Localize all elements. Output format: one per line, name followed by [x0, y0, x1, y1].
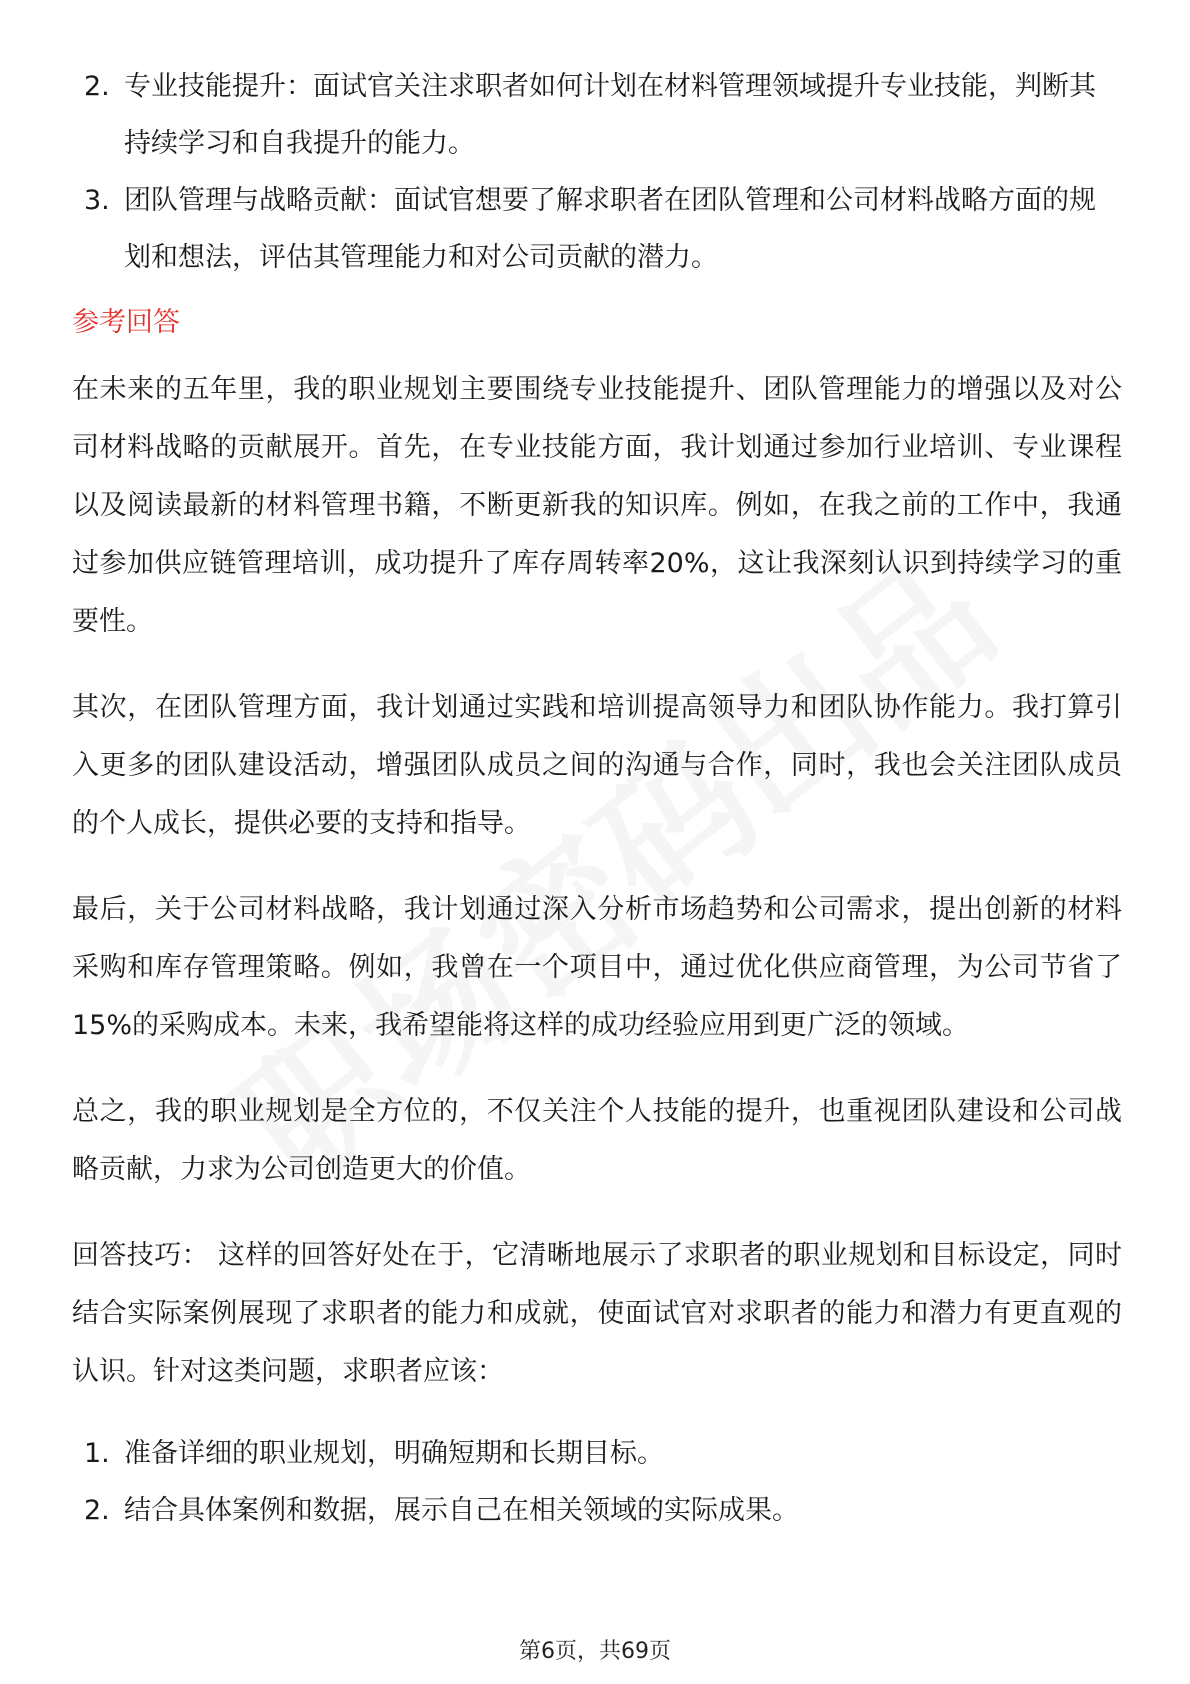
- list-number: 2.: [84, 1495, 110, 1526]
- tips-list: [72, 1425, 1122, 1539]
- tips-paragraph: 回答技巧： 这样的回答好处在于，它清晰地展示了求职者的职业规划和目标设定，同时结合实际案例展现了求职者的能力和成就，使面试官对求职者的能力和潜力有更直观的认识。针对这类问题，求职者应该：: [72, 1240, 1122, 1387]
- list-text: 专业技能提升：面试官关注求职者如何计划在材料管理领域提升专业技能，判断其持续学习和自我提升的能力。: [124, 71, 1096, 159]
- criteria-list: [72, 58, 1122, 286]
- list-text: 准备详细的职业规划，明确短期和长期目标。: [124, 1438, 664, 1469]
- answer-paragraph: 总之，我的职业规划是全方位的，不仅关注个人技能的提升，也重视团队建设和公司战略贡献，力求为公司创造更大的价值。: [72, 1096, 1122, 1185]
- page-content: [72, 58, 1122, 1539]
- list-item: [72, 58, 1122, 172]
- list-number: 1.: [84, 1438, 110, 1469]
- list-number: 2.: [84, 71, 110, 102]
- answer-paragraph: 最后，关于公司材料战略，我计划通过深入分析市场趋势和公司需求，提出创新的材料采购和库存管理策略。例如，我曾在一个项目中，通过优化供应商管理，为公司节省了15%的采购成本。未来，我希望能将这样的成功经验应用到更广泛的领域。: [72, 894, 1122, 1041]
- list-item: [72, 172, 1122, 286]
- answer-paragraph: 其次，在团队管理方面，我计划通过实践和培训提高领导力和团队协作能力。我打算引入更多的团队建设活动，增强团队成员之间的沟通与合作，同时，我也会关注团队成员的个人成长，提供必要的支持和指导。: [72, 692, 1122, 839]
- page-number: 第6页，共69页: [519, 1639, 671, 1664]
- section-heading: 参考回答: [72, 307, 180, 338]
- list-item: [72, 1482, 1122, 1539]
- list-text: 团队管理与战略贡献：面试官想要了解求职者在团队管理和公司材料战略方面的规划和想法，评估其管理能力和对公司贡献的潜力。: [124, 185, 1096, 273]
- list-number: 3.: [84, 185, 110, 216]
- list-item: [72, 1425, 1122, 1482]
- answer-paragraph: 在未来的五年里，我的职业规划主要围绕专业技能提升、团队管理能力的增强以及对公司材料战略的贡献展开。首先，在专业技能方面，我计划通过参加行业培训、专业课程以及阅读最新的材料管理书籍，不断更新我的知识库。例如，在我之前的工作中，我通过参加供应链管理培训，成功提升了库存周转率20%，这让我深刻认识到持续学习的重要性。: [72, 374, 1122, 637]
- list-text: 结合具体案例和数据，展示自己在相关领域的实际成果。: [124, 1495, 799, 1526]
